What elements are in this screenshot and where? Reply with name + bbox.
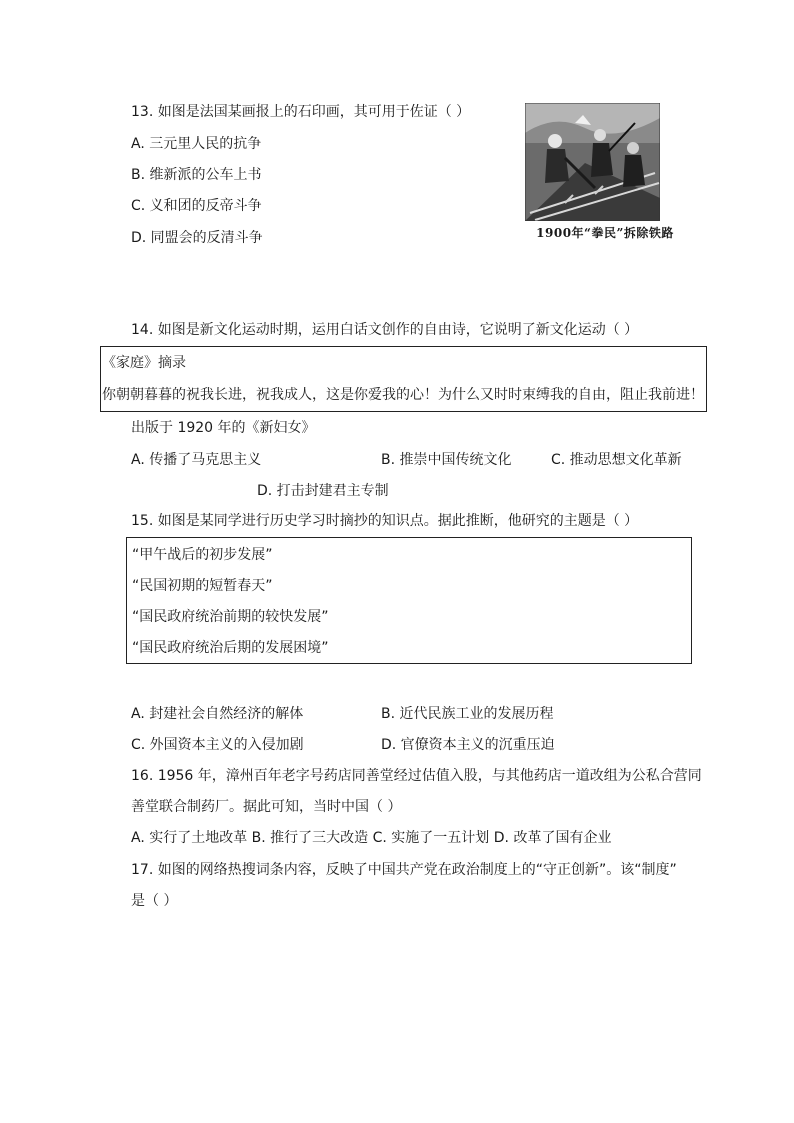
q13-option-d: D. 同盟会的反清斗争 bbox=[131, 230, 263, 246]
q14-box-text: 你朝朝暮暮的祝我长进，祝我成人，这是你爱我的心！为什么又时时束缚我的自由，阻止我前进！ bbox=[102, 387, 704, 403]
boxer-lithograph-image bbox=[525, 103, 660, 221]
q15-note-1: “甲午战后的初步发展” bbox=[132, 547, 273, 563]
q13-option-c: C. 义和团的反帝斗争 bbox=[131, 198, 262, 214]
q14-option-c: C. 推动思想文化革新 bbox=[551, 452, 682, 468]
q16-stem-line2: 善堂联合制药厂。据此可知，当时中国（ ） bbox=[131, 799, 402, 815]
q14-stem: 14. 如图是新文化运动时期，运用白话文创作的自由诗，它说明了新文化运动（ ） bbox=[131, 322, 639, 338]
q16-stem-line1: 16. 1956 年，漳州百年老字号药店同善堂经过估值入股，与其他药店一道改组为公私合营同 bbox=[131, 768, 702, 784]
q17-stem-line1: 17. 如图的网络热搜词条内容，反映了中国共产党在政治制度上的“守正创新”。该“制度” bbox=[131, 862, 677, 878]
q14-option-d: D. 打击封建君主专制 bbox=[257, 483, 389, 499]
q14-box-title: 《家庭》摘录 bbox=[102, 355, 186, 371]
q15-note-4: “国民政府统治后期的发展困境” bbox=[132, 640, 329, 656]
q13-option-b: B. 维新派的公车上书 bbox=[131, 167, 262, 183]
q15-option-c: C. 外国资本主义的入侵加剧 bbox=[131, 737, 304, 753]
q15-option-b: B. 近代民族工业的发展历程 bbox=[381, 706, 554, 722]
q15-note-2: “民国初期的短暂春天” bbox=[132, 578, 273, 594]
q14-option-a: A. 传播了马克思主义 bbox=[131, 452, 262, 468]
q14-option-b: B. 推崇中国传统文化 bbox=[381, 452, 512, 468]
q15-option-a: A. 封建社会自然经济的解体 bbox=[131, 706, 304, 722]
q13-option-a: A. 三元里人民的抗争 bbox=[131, 136, 262, 152]
q13-stem: 13. 如图是法国某画报上的石印画，其可用于佐证（ ） bbox=[131, 104, 471, 120]
q14-source: 出版于 1920 年的《新妇女》 bbox=[131, 420, 316, 436]
q15-stem: 15. 如图是某同学进行历史学习时摘抄的知识点。据此推断，他研究的主题是（ ） bbox=[131, 513, 639, 529]
q15-option-d: D. 官僚资本主义的沉重压迫 bbox=[381, 737, 555, 753]
q15-note-3: “国民政府统治前期的较快发展” bbox=[132, 609, 329, 625]
q17-stem-line2: 是（ ） bbox=[131, 893, 178, 909]
q16-options: A. 实行了土地改革 B. 推行了三大改造 C. 实施了一五计划 D. 改革了国有企业 bbox=[131, 830, 612, 846]
lithograph-illustration bbox=[525, 103, 660, 221]
image-caption: 1900年“拳民”拆除铁路 bbox=[536, 226, 674, 240]
